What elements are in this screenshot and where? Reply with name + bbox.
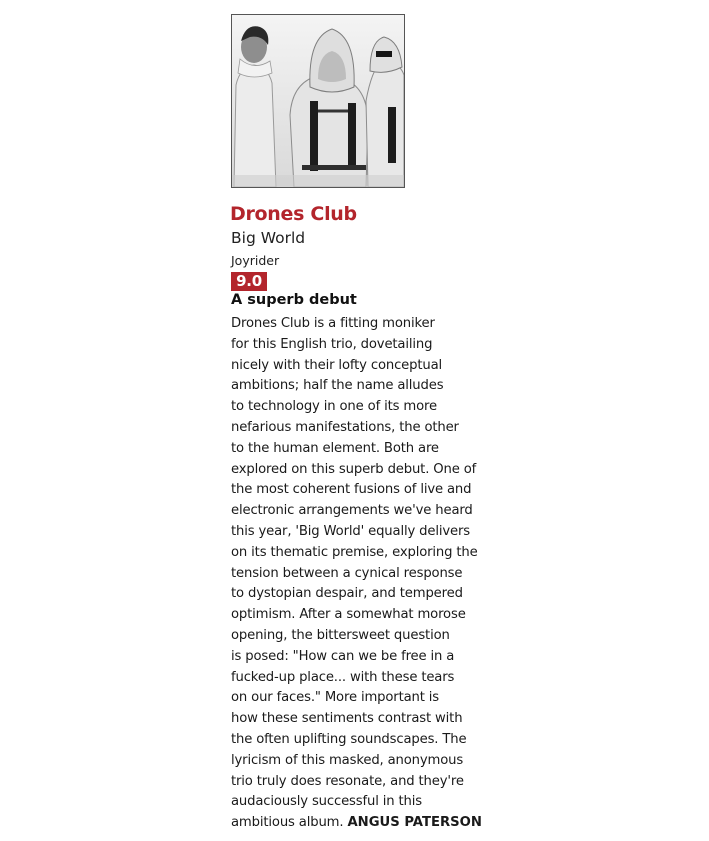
band-photo-illustration (232, 15, 404, 187)
review-line: for this English trio, dovetailing (231, 336, 433, 352)
review-line: to the human element. Both are (231, 440, 439, 456)
album-title: Big World (231, 229, 306, 247)
review-line: to dystopian despair, and tempered (231, 586, 463, 602)
review-line: how these sentiments contrast with (231, 711, 463, 727)
review-line: tension between a cynical response (231, 565, 463, 581)
review-line: the often uplifting soundscapes. The (231, 731, 467, 747)
review-line: nicely with their lofty conceptual (231, 357, 443, 373)
review-line: audaciously successful in this (231, 794, 422, 810)
band-photo (231, 14, 405, 188)
score-badge: 9.0 (231, 272, 267, 291)
review-line: fucked-up place... with these tears (231, 669, 455, 685)
review-line: ambitions; half the name alludes (231, 378, 444, 394)
review-line: optimism. After a somewhat morose (231, 607, 466, 623)
review-line: to technology in one of its more (231, 399, 437, 415)
review-line: opening, the bittersweet question (231, 627, 450, 643)
review-line: trio truly does resonate, and they're (231, 773, 464, 789)
review-line: the most coherent fusions of live and (231, 482, 472, 498)
review-line: is posed: "How can we be free in a (231, 648, 455, 664)
review-line: this year, 'Big World' equally delivers (231, 523, 470, 539)
review-line: explored on this superb debut. One of (231, 461, 477, 477)
review-line: on its thematic premise, exploring the (231, 544, 478, 560)
reviewer-byline: ANGUS PATERSON (347, 815, 482, 831)
review-last-line (231, 813, 491, 834)
review-body (231, 314, 491, 834)
review-line: Drones Club is a fitting moniker (231, 316, 435, 331)
review-line: ambitious album. (231, 815, 344, 831)
review-line: electronic arrangements we've heard (231, 503, 473, 519)
review-line: lyricism of this masked, anonymous (231, 752, 464, 768)
review-line: on our faces." More important is (231, 690, 440, 706)
artist-name: Drones Club (230, 203, 357, 225)
record-label: Joyrider (231, 253, 280, 268)
review-headline: A superb debut (231, 292, 357, 308)
review-line: nefarious manifestations, the other (231, 419, 459, 435)
